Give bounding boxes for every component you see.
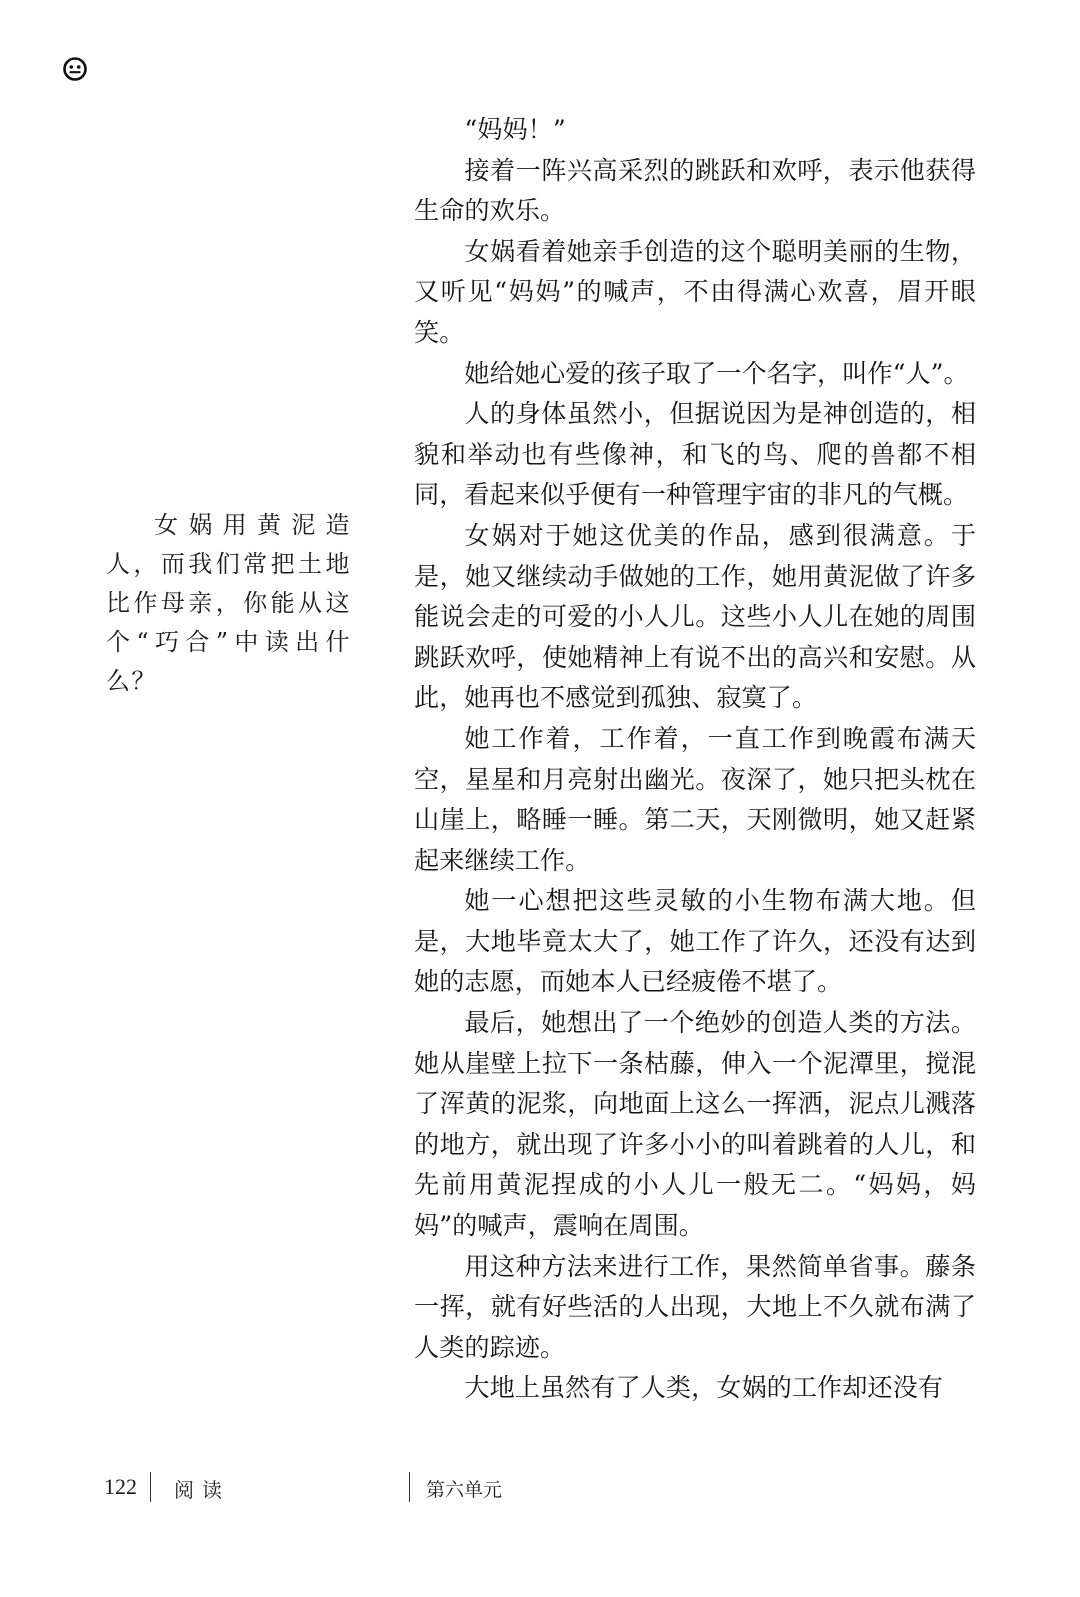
paragraph: 人的身体虽然小，但据说因为是神创造的，相貌和举动也有些像神，和飞的鸟、爬的兽都不相同，看起来似乎便有一种管理宇宙的非凡的气概。	[414, 399, 976, 510]
footer-divider	[150, 1472, 151, 1502]
paragraph: 大地上虽然有了人类，女娲的工作却还没有	[464, 1373, 943, 1403]
paragraph: 最后，她想出了一个绝妙的创造人类的方法。她从崖壁上拉下一条枯藤，伸入一个泥潭里，搅混了浑黄的泥浆，向地面上这么一挥洒，泥点儿溅落的地方，就出现了许多小小的叫着跳着的人儿，和先前用黄泥捏成的小人儿一般无二。“妈妈，妈妈”的喊声，震响在周围。	[414, 1008, 976, 1241]
page-number: 122	[104, 1474, 137, 1499]
paragraph: “妈妈！”	[464, 115, 566, 144]
paragraph: 她一心想把这些灵敏的小生物布满大地。但是，大地毕竟太大了，她工作了许久，还没有达到她的志愿，而她本人已经疲倦不堪了。	[414, 886, 976, 997]
unit-name: 第六单元	[426, 1479, 503, 1501]
smiley-face-icon	[62, 56, 88, 82]
paragraph: 她工作着，工作着，一直工作到晚霞布满天空，星星和月亮射出幽光。夜深了，她只把头枕在山崖上，略睡一睡。第二天，天刚微明，她又赶紧起来继续工作。	[414, 723, 976, 875]
footer-divider	[409, 1472, 410, 1502]
paragraph: 用这种方法来进行工作，果然简单省事。藤条一挥，就有好些活的人出现，大地上不久就布满了人类的踪迹。	[414, 1251, 976, 1362]
paragraph: 她给她心爱的孩子取了一个名字，叫作“人”。	[464, 358, 969, 388]
main-text	[414, 110, 976, 1409]
margin-annotation	[106, 506, 351, 701]
margin-note-text: 女娲用黄泥造人，而我们常把土地比作母亲，你能从这个“巧合”中读出什么？	[106, 511, 351, 695]
book-name: 阅读	[174, 1478, 230, 1502]
page-footer	[0, 1466, 1080, 1506]
paragraph: 女娲看着她亲手创造的这个聪明美丽的生物，又听见“妈妈”的喊声，不由得满心欢喜，眉开眼笑。	[414, 236, 976, 347]
paragraph: 接着一阵兴高采烈的跳跃和欢呼，表示他获得生命的欢乐。	[414, 155, 976, 226]
paragraph: 女娲对于她这优美的作品，感到很满意。于是，她又继续动手做她的工作，她用黄泥做了许多能说会走的可爱的小人儿。这些小人儿在她的周围跳跃欢呼，使她精神上有说不出的高兴和安慰。从此，她再也不感觉到孤独、寂寞了。	[414, 520, 976, 713]
